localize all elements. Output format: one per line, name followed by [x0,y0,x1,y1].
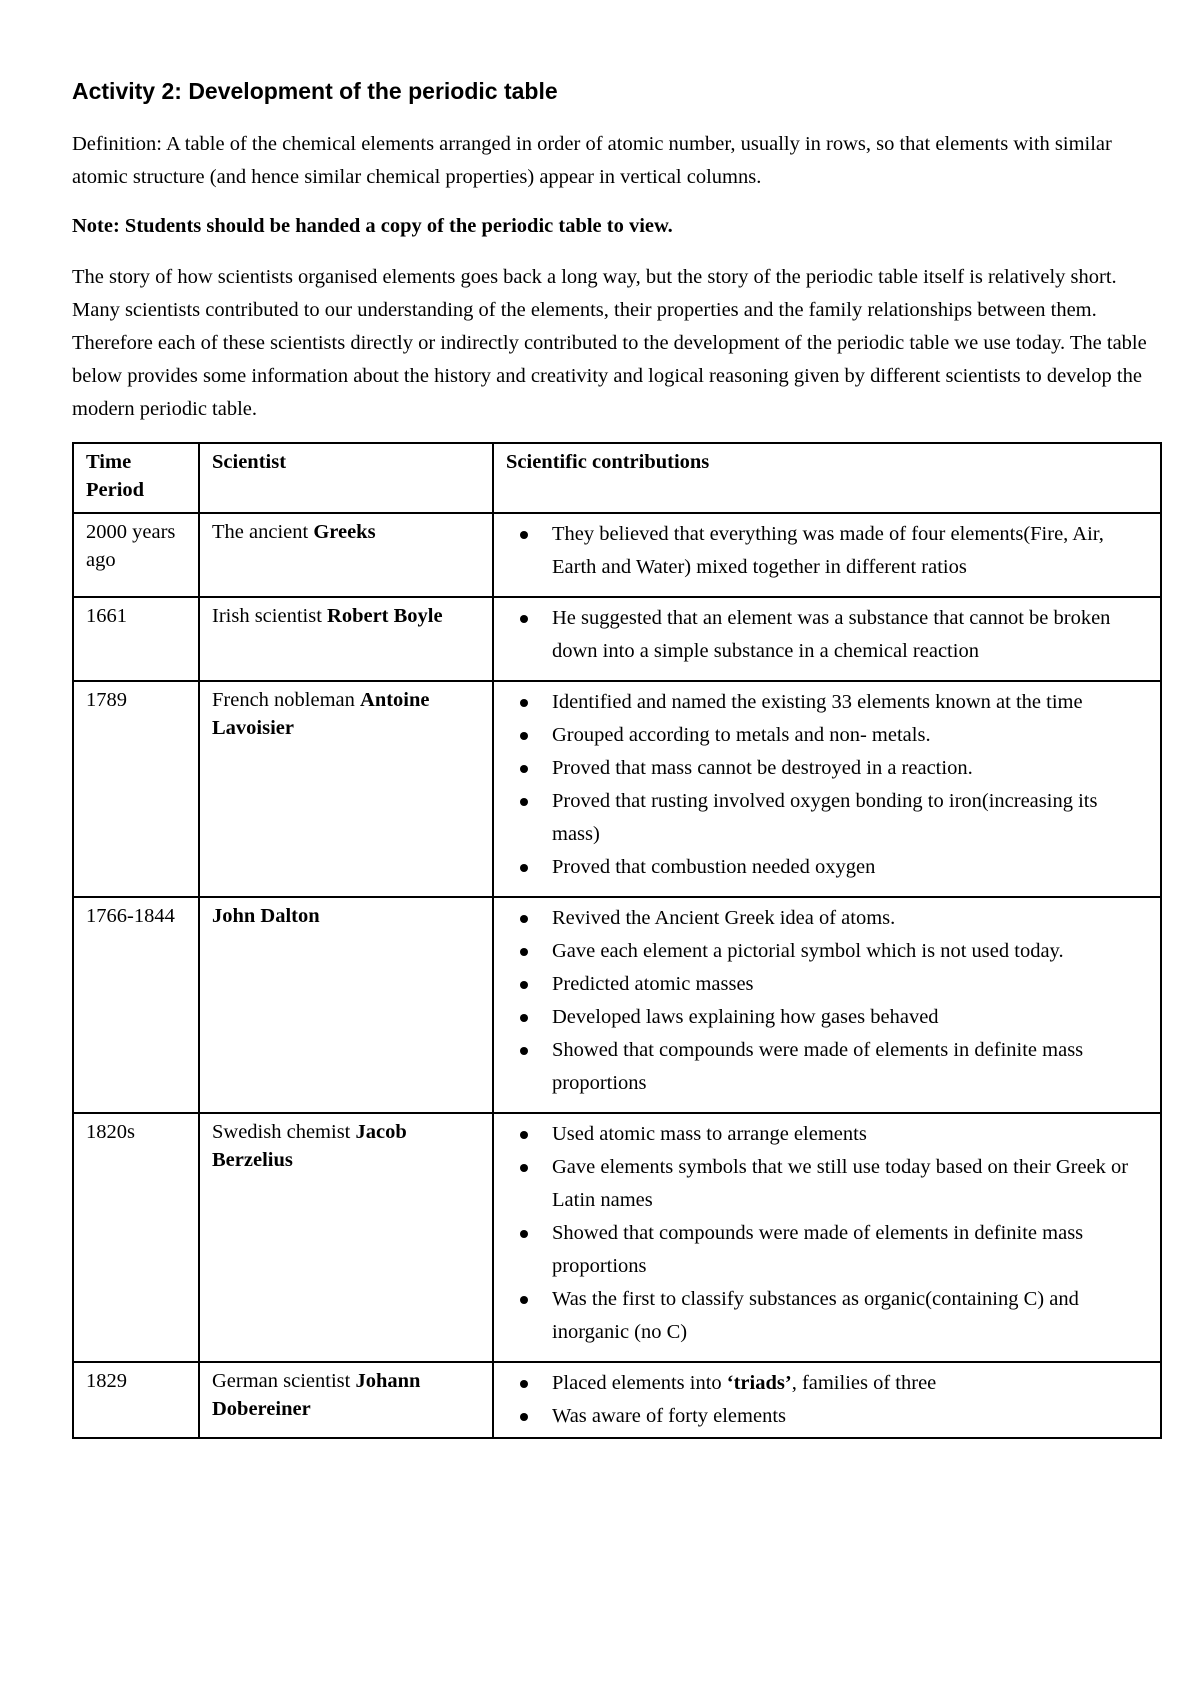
contributions-list [506,518,1150,584]
list-item: Proved that rusting involved oxygen bonding to iron(increasing its mass) [506,785,1150,851]
scientists-table [72,442,1162,1439]
table-row [73,681,1161,897]
contributions-cell [493,681,1161,897]
time-period-cell: 1829 [73,1362,199,1438]
definition-paragraph: Definition: A table of the chemical elements arranged in order of atomic number, usually in rows, so that elements with similar atomic structure (and hence similar chemical properties) appear in vertical columns. [72,132,1112,188]
bullet-icon [520,732,528,740]
list-item: Developed laws explaining how gases behaved [506,1001,1150,1034]
contributions-cell [493,513,1161,597]
scientist-cell [199,513,493,597]
list-item: Proved that mass cannot be destroyed in a reaction. [506,752,1150,785]
bullet-icon [520,1296,528,1304]
contributions-list [506,1118,1150,1349]
contributions-list [506,686,1150,884]
bullet-icon [520,798,528,806]
table-row [73,1113,1161,1362]
contributions-list [506,1367,1150,1433]
scientist-cell [199,681,493,897]
bullet-icon [520,765,528,773]
list-item: He suggested that an element was a substance that cannot be broken down into a simple substance in a chemical reaction [506,602,1150,668]
time-period-cell: 1820s [73,1113,199,1362]
bullet-icon [520,1380,528,1388]
document-page [72,72,1162,1439]
bullet-icon [520,699,528,707]
bullet-icon [520,981,528,989]
list-item: Gave each element a pictorial symbol which is not used today. [506,935,1150,968]
bullet-icon [520,1047,528,1055]
contributions-list [506,602,1150,668]
contributions-cell [493,1362,1161,1438]
bullet-icon [520,531,528,539]
list-item: Showed that compounds were made of elements in definite mass proportions [506,1217,1150,1283]
table-row [73,897,1161,1113]
scientist-prefix: Irish scientist [212,604,328,627]
bullet-icon [520,948,528,956]
scientist-prefix: Swedish chemist [212,1120,356,1143]
list-item: Was aware of forty elements [506,1400,1150,1433]
list-item: Used atomic mass to arrange elements [506,1118,1150,1151]
intro-paragraph: The story of how scientists organised elements goes back a long way, but the story of the periodic table itself is relatively short. Many scientists contributed to our understanding of the elements, their properties and the family relationships between them. Therefore each of these scientists directly or indirectly contributed to the development of the periodic table we use today. The table below provides some information about the history and creativity and logical reasoning given by different scientists to develop the modern periodic table. [72,265,1147,420]
list-item: Was the first to classify substances as organic(containing C) and inorganic (no C) [506,1283,1150,1349]
scientist-name: John Dalton [212,904,320,927]
scientist-prefix: The ancient [212,520,314,543]
header-contributions: Scientific contributions [493,443,1161,513]
contributions-list [506,902,1150,1100]
bullet-icon [520,915,528,923]
contributions-cell [493,897,1161,1113]
list-item: Gave elements symbols that we still use today based on their Greek or Latin names [506,1151,1150,1217]
list-item: Revived the Ancient Greek idea of atoms. [506,902,1150,935]
bullet-icon [520,1413,528,1421]
header-time-period: Time Period [73,443,199,513]
scientist-prefix: German scientist [212,1369,356,1392]
list-item: Grouped according to metals and non- metals. [506,719,1150,752]
note-paragraph: Note: Students should be handed a copy of the periodic table to view. [72,214,673,237]
scientist-cell [199,1113,493,1362]
contributions-cell [493,1113,1161,1362]
scientist-name: Johann Dobereiner [212,1369,421,1420]
bullet-icon [520,864,528,872]
bullet-icon [520,1131,528,1139]
scientist-name: Jacob Berzelius [212,1120,407,1171]
contributions-cell [493,597,1161,681]
time-period-cell: 2000 years ago [73,513,199,597]
time-period-cell: 1789 [73,681,199,897]
scientist-name: Robert Boyle [327,604,443,627]
table-row [73,597,1161,681]
list-item: Showed that compounds were made of elements in definite mass proportions [506,1034,1150,1100]
scientist-name: Greeks [313,520,376,543]
header-scientist: Scientist [199,443,493,513]
scientist-name: Antoine Lavoisier [212,688,430,739]
bullet-icon [520,1014,528,1022]
table-row [73,513,1161,597]
scientist-cell [199,1362,493,1438]
time-period-cell: 1661 [73,597,199,681]
list-item: They believed that everything was made of four elements(Fire, Air, Earth and Water) mixed together in different ratios [506,518,1150,584]
bullet-icon [520,615,528,623]
list-item: Identified and named the existing 33 elements known at the time [506,686,1150,719]
list-item: Placed elements into ‘triads’, families of three [506,1367,1150,1400]
scientist-cell [199,897,493,1113]
table-row [73,1362,1161,1438]
list-item: Predicted atomic masses [506,968,1150,1001]
bullet-icon [520,1230,528,1238]
table-header-row [73,443,1161,513]
scientist-prefix: French nobleman [212,688,361,711]
scientist-cell [199,597,493,681]
page-title: Activity 2: Development of the periodic table [72,78,558,104]
bullet-icon [520,1164,528,1172]
time-period-cell: 1766-1844 [73,897,199,1113]
list-item: Proved that combustion needed oxygen [506,851,1150,884]
